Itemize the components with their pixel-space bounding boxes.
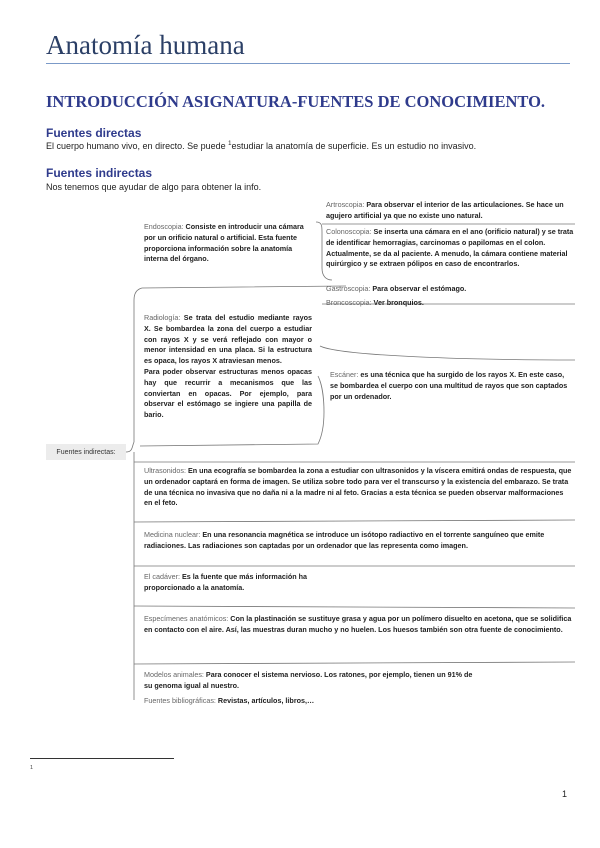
node-especimenes — [144, 614, 572, 636]
node-endoscopia — [144, 222, 310, 265]
node-artroscopia — [326, 200, 574, 222]
broncoscopia-label: Broncoscopia: — [326, 298, 372, 307]
colonoscopia-text: Se inserta una cámara en el ano (orificio natural) y se trata de identificar hemorragias, carcinomas o papilomas en el colon. Actualmente, se da al paciente. A menudo, la cámara contiene material quirúrgico y se extraen pólipos en caso de encontrarlos. — [326, 227, 574, 269]
indirectas-heading: Fuentes indirectas — [46, 166, 153, 180]
footnote-ref[interactable]: 1 — [228, 141, 232, 147]
indirectas-text: Nos tenemos que ayudar de algo para obtener la info. — [46, 182, 262, 192]
bibliograficas-label: Fuentes bibliográficas: — [144, 696, 216, 705]
main-heading: INTRODUCCIÓN ASIGNATURA-FUENTES DE CONOCIMIENTO. — [46, 92, 546, 111]
connector-medicina — [134, 520, 575, 522]
page-number: 1 — [562, 789, 568, 799]
node-radiologia — [144, 313, 312, 421]
especimenes-label: Especímenes anatómicos: — [144, 614, 229, 623]
escaner-text: es una técnica que ha surgido de los rayos X. En este caso, se bombardea el cuerpo con una multitud de rayos que son captados por un ordenador. — [330, 370, 568, 401]
node-escaner — [330, 370, 568, 402]
directas-text-before: El cuerpo humano vivo, en directo. Se puede — [46, 141, 229, 151]
modelos-label: Modelos animales: — [144, 670, 204, 679]
node-colonoscopia — [326, 227, 574, 270]
gastroscopia-text: Para observar el estómago. — [370, 284, 467, 293]
connector-especimenes — [134, 606, 575, 608]
artroscopia-label: Artroscopia: — [326, 200, 365, 209]
endoscopia-label: Endoscopia: — [144, 222, 184, 231]
bibliograficas-text: Revistas, artículos, libros,… — [215, 696, 315, 705]
node-broncoscopia — [326, 298, 574, 309]
artroscopia-text: Para observar el interior de las articulaciones. Se hace un agujero artificial ya que no existe uno natural. — [326, 200, 564, 220]
radiologia-label: Radiología: — [144, 313, 181, 322]
radiologia-text2: Para poder observar estructuras menos opacas hay que recurrir a mecanismos que las conviertan en opacas. Por ejemplo, para observar el estómago se ingiere una papilla de bario. — [144, 366, 312, 420]
node-medicina-nuclear — [144, 530, 572, 552]
mindmap-root: Fuentes indirectas: — [46, 444, 126, 460]
directas-text-after: estudiar la anatomía de superficie. Es un estudio no invasivo. — [231, 141, 477, 151]
node-bibliograficas — [144, 696, 474, 707]
escaner-label: Escáner: — [330, 370, 359, 379]
document-title: Anatomía humana — [46, 30, 245, 60]
cadaver-text: Es la fuente que más información ha proporcionado a la anatomía. — [144, 572, 307, 592]
colonoscopia-label: Colonoscopia: — [326, 227, 372, 236]
especimenes-text: Con la plastinación se sustituye grasa y agua por un polímero disuelto en acetona, que se solidifica en contacto con el aire. Así, las muestras duran mucho y no huelen. Los huesos también son otra fuente de conocimiento. — [144, 614, 572, 634]
footnote-mark: 1 — [30, 765, 34, 771]
gastroscopia-label: Gastroscopia: — [326, 284, 371, 293]
ultrasonidos-text: En una ecografía se bombardea la zona a estudiar con ultrasonidos y la víscera emitirá ondas de respuesta, que un ordenador captará en forma de imagen. Se utiliza sobre todo para ver el transcurso y la existencia del embarazo. Se trata de una técnica no invasiva que no daña ni a la madre ni al feto. Gracias a esta técnica se pueden observar malformaciones en el feto. — [144, 466, 572, 508]
radiologia-text: Se trata del estudio mediante rayos X. Se bombardea la zona del cuerpo a estudiar con rayos X y se verá reflejado con mayor o menor intensidad en una placa. Si la estructura es opaca, los rayos X atraviesan menos. — [144, 313, 312, 366]
footnote-rule — [30, 758, 174, 759]
medicina-nuclear-label: Medicina nuclear: — [144, 530, 201, 539]
connector-modelos — [134, 662, 575, 664]
connector-escaner — [320, 346, 575, 360]
node-cadaver — [144, 572, 334, 594]
node-gastroscopia — [326, 284, 574, 295]
node-modelos — [144, 670, 474, 692]
endoscopia-text: Consiste en introducir una cámara por un orificio natural o artificial. Esta fuente proporciona información sobre la anatomía interna del órgano. — [144, 222, 304, 264]
ultrasonidos-label: Ultrasonidos: — [144, 466, 186, 475]
directas-heading: Fuentes directas — [46, 126, 142, 140]
node-ultrasonidos — [144, 466, 572, 509]
medicina-nuclear-text: En una resonancia magnética se introduce un isótopo radiactivo en el torrente sanguíneo que emite radiaciones. Las radiaciones son captadas por un ordenador que las representa como imagen. — [144, 530, 545, 550]
broncoscopia-text: Ver bronquios. — [371, 298, 424, 307]
cadaver-label: El cadáver: — [144, 572, 180, 581]
modelos-text: Para conocer el sistema nervioso. Los ratones, por ejemplo, tienen un 91% de su genoma igual al nuestro. — [144, 670, 473, 690]
